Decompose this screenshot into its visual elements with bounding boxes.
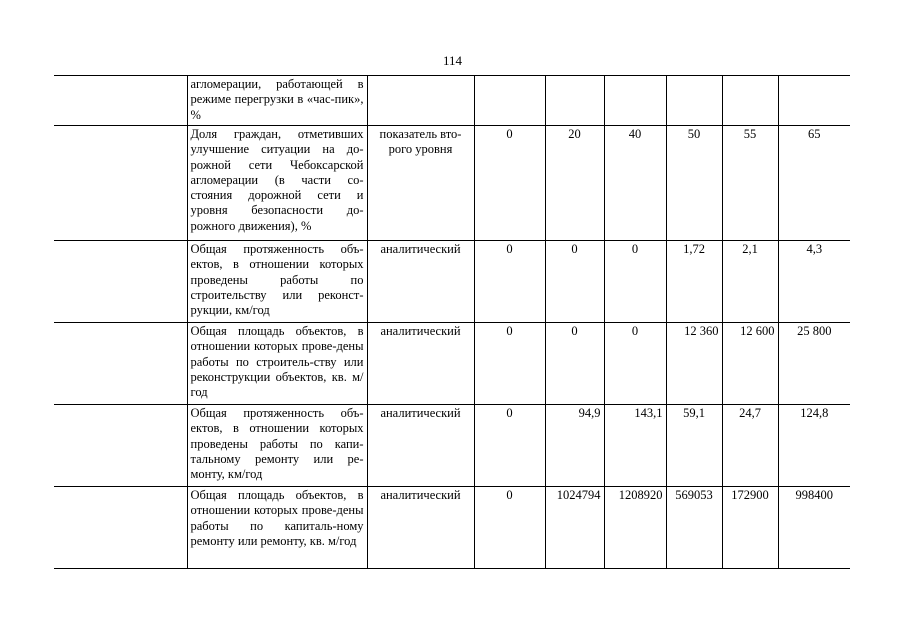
value-cell: 65: [778, 126, 850, 241]
table-row: [54, 76, 850, 126]
value-cell: 4,3: [778, 241, 850, 323]
value-cell: 0: [474, 241, 545, 323]
value-cell: 40: [604, 126, 666, 241]
value-cell: [474, 76, 545, 126]
page-number: 114: [442, 53, 463, 68]
indicator-name: Общая площадь объектов, в отношении которых прове-дены работы по строитель-ству или реконструкции объектов, кв. м/год: [187, 323, 367, 405]
indicator-type: аналитический: [367, 241, 474, 323]
value-cell: [778, 76, 850, 126]
value-cell: 25 800: [778, 323, 850, 405]
value-cell: [604, 76, 666, 126]
value-cell: 12 600: [722, 323, 778, 405]
table-row: [54, 405, 850, 487]
value-cell: [545, 76, 604, 126]
table-row: [54, 487, 850, 569]
indicator-type: [367, 76, 474, 126]
indicator-type: аналитический: [367, 405, 474, 487]
value-cell: 12 360: [666, 323, 722, 405]
value-cell: [722, 76, 778, 126]
indicator-type: аналитический: [367, 323, 474, 405]
value-cell: 569053: [666, 487, 722, 569]
indicator-name: агломерации, работающей в режиме перегрузки в «час-пик», %: [187, 76, 367, 126]
indicator-type: показатель вто-рого уровня: [367, 126, 474, 241]
value-cell: 124,8: [778, 405, 850, 487]
indicator-name: Общая площадь объектов, в отношении которых прове-дены работы по капиталь-ному ремонту или ремонту, кв. м/год: [187, 487, 367, 569]
value-cell: 998400: [778, 487, 850, 569]
value-cell: 0: [545, 241, 604, 323]
value-cell: 50: [666, 126, 722, 241]
value-cell: 1024794: [545, 487, 604, 569]
value-cell: 20: [545, 126, 604, 241]
indicator-type: аналитический: [367, 487, 474, 569]
value-cell: 0: [604, 323, 666, 405]
table-row: [54, 323, 850, 405]
value-cell: 59,1: [666, 405, 722, 487]
value-cell: 0: [474, 487, 545, 569]
value-cell: 0: [545, 323, 604, 405]
value-cell: 143,1: [604, 405, 666, 487]
value-cell: [666, 76, 722, 126]
indicator-name: Общая протяженность объ-ектов, в отношении которых проведены работы по строительству или реконст-рукции, км/год: [187, 241, 367, 323]
indicator-name: Общая протяженность объ-ектов, в отношении которых проведены работы по капи-тальному ремонту или ре-монту, км/год: [187, 405, 367, 487]
value-cell: 2,1: [722, 241, 778, 323]
table-row: [54, 241, 850, 323]
value-cell: 24,7: [722, 405, 778, 487]
value-cell: 94,9: [545, 405, 604, 487]
value-cell: 172900: [722, 487, 778, 569]
value-cell: 0: [604, 241, 666, 323]
value-cell: 0: [474, 405, 545, 487]
value-cell: 0: [474, 323, 545, 405]
value-cell: 1208920: [604, 487, 666, 569]
indicator-name: Доля граждан, отметивших улучшение ситуации на до-рожной сети Чебоксарской агломерации (в части со-стояния дорожной сети и уровня безопасности до-рожного движения), %: [187, 126, 367, 241]
indicators-table: [54, 75, 850, 569]
value-cell: 0: [474, 126, 545, 241]
value-cell: 55: [722, 126, 778, 241]
table-row: [54, 126, 850, 241]
value-cell: 1,72: [666, 241, 722, 323]
